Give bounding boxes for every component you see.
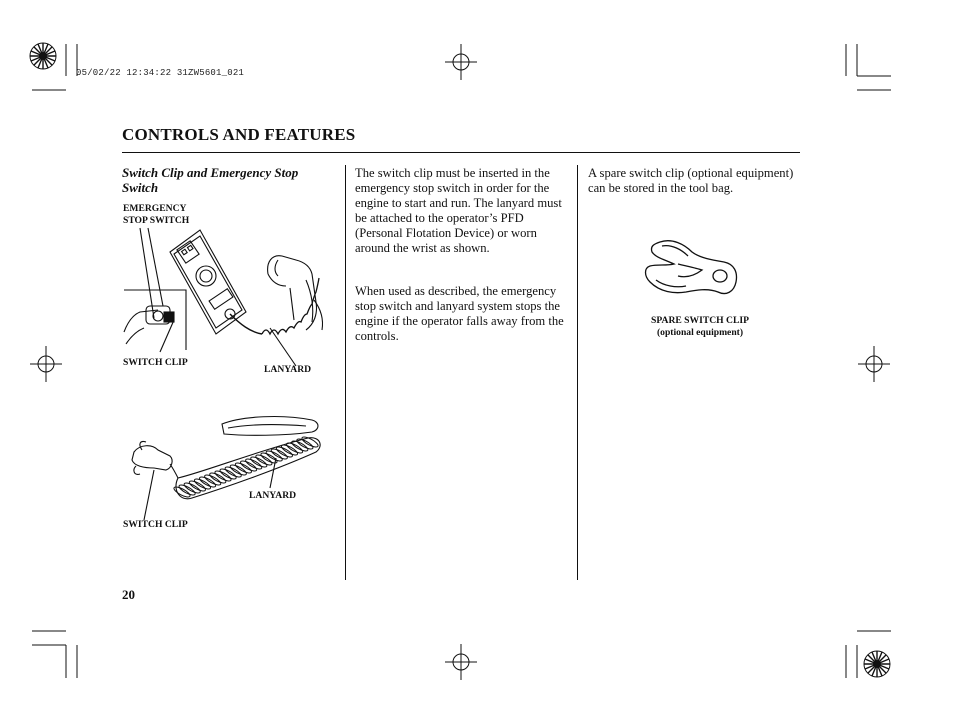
figure-spare-switch-clip — [642, 236, 742, 300]
paragraph-emergency-stop: When used as described, the emergency stop switch and lanyard system stops the engine if the operator falls away from the controls. — [355, 284, 564, 343]
caption-optional-equipment: (optional equipment) — [656, 327, 744, 338]
page-number: 20 — [122, 587, 135, 602]
registration-target-top — [441, 42, 481, 82]
column-divider-2 — [577, 165, 578, 580]
title-rule — [122, 152, 800, 153]
starburst-mark-bottom-right — [861, 648, 893, 680]
caption-spare-switch-clip: SPARE SWITCH CLIP — [651, 315, 749, 326]
registration-target-bottom — [441, 642, 481, 682]
print-stamp: 05/02/22 12:34:22 31ZW5601_021 — [76, 68, 245, 78]
section-title: CONTROLS AND FEATURES — [122, 125, 356, 144]
callout-lanyard-2: LANYARD — [249, 490, 297, 501]
paragraph-switch-clip: The switch clip must be inserted in the emergency stop switch in order for the engine to start and run. The lanyard must be attached to the operator’s PFD (Personal Flotation Device) or worn around the wrist as shown. — [355, 166, 562, 255]
registration-target-right — [854, 344, 894, 384]
figure-emergency-stop-switch — [118, 220, 343, 380]
paragraph-spare-clip: A spare switch clip (optional equipment) can be stored in the tool bag. — [588, 166, 794, 195]
figure-lanyard-coil — [120, 410, 335, 520]
starburst-mark-top-left — [27, 40, 59, 72]
callout-emergency-stop-switch: EMERGENCY STOP SWITCH — [123, 203, 190, 226]
column-divider-1 — [345, 165, 346, 580]
callout-switch-clip-2: SWITCH CLIP — [123, 519, 188, 530]
callout-lanyard: LANYARD — [264, 364, 312, 375]
callout-switch-clip: SWITCH CLIP — [123, 357, 188, 368]
subheading: Switch Clip and Emergency Stop Switch — [122, 165, 299, 195]
registration-target-left — [26, 344, 66, 384]
